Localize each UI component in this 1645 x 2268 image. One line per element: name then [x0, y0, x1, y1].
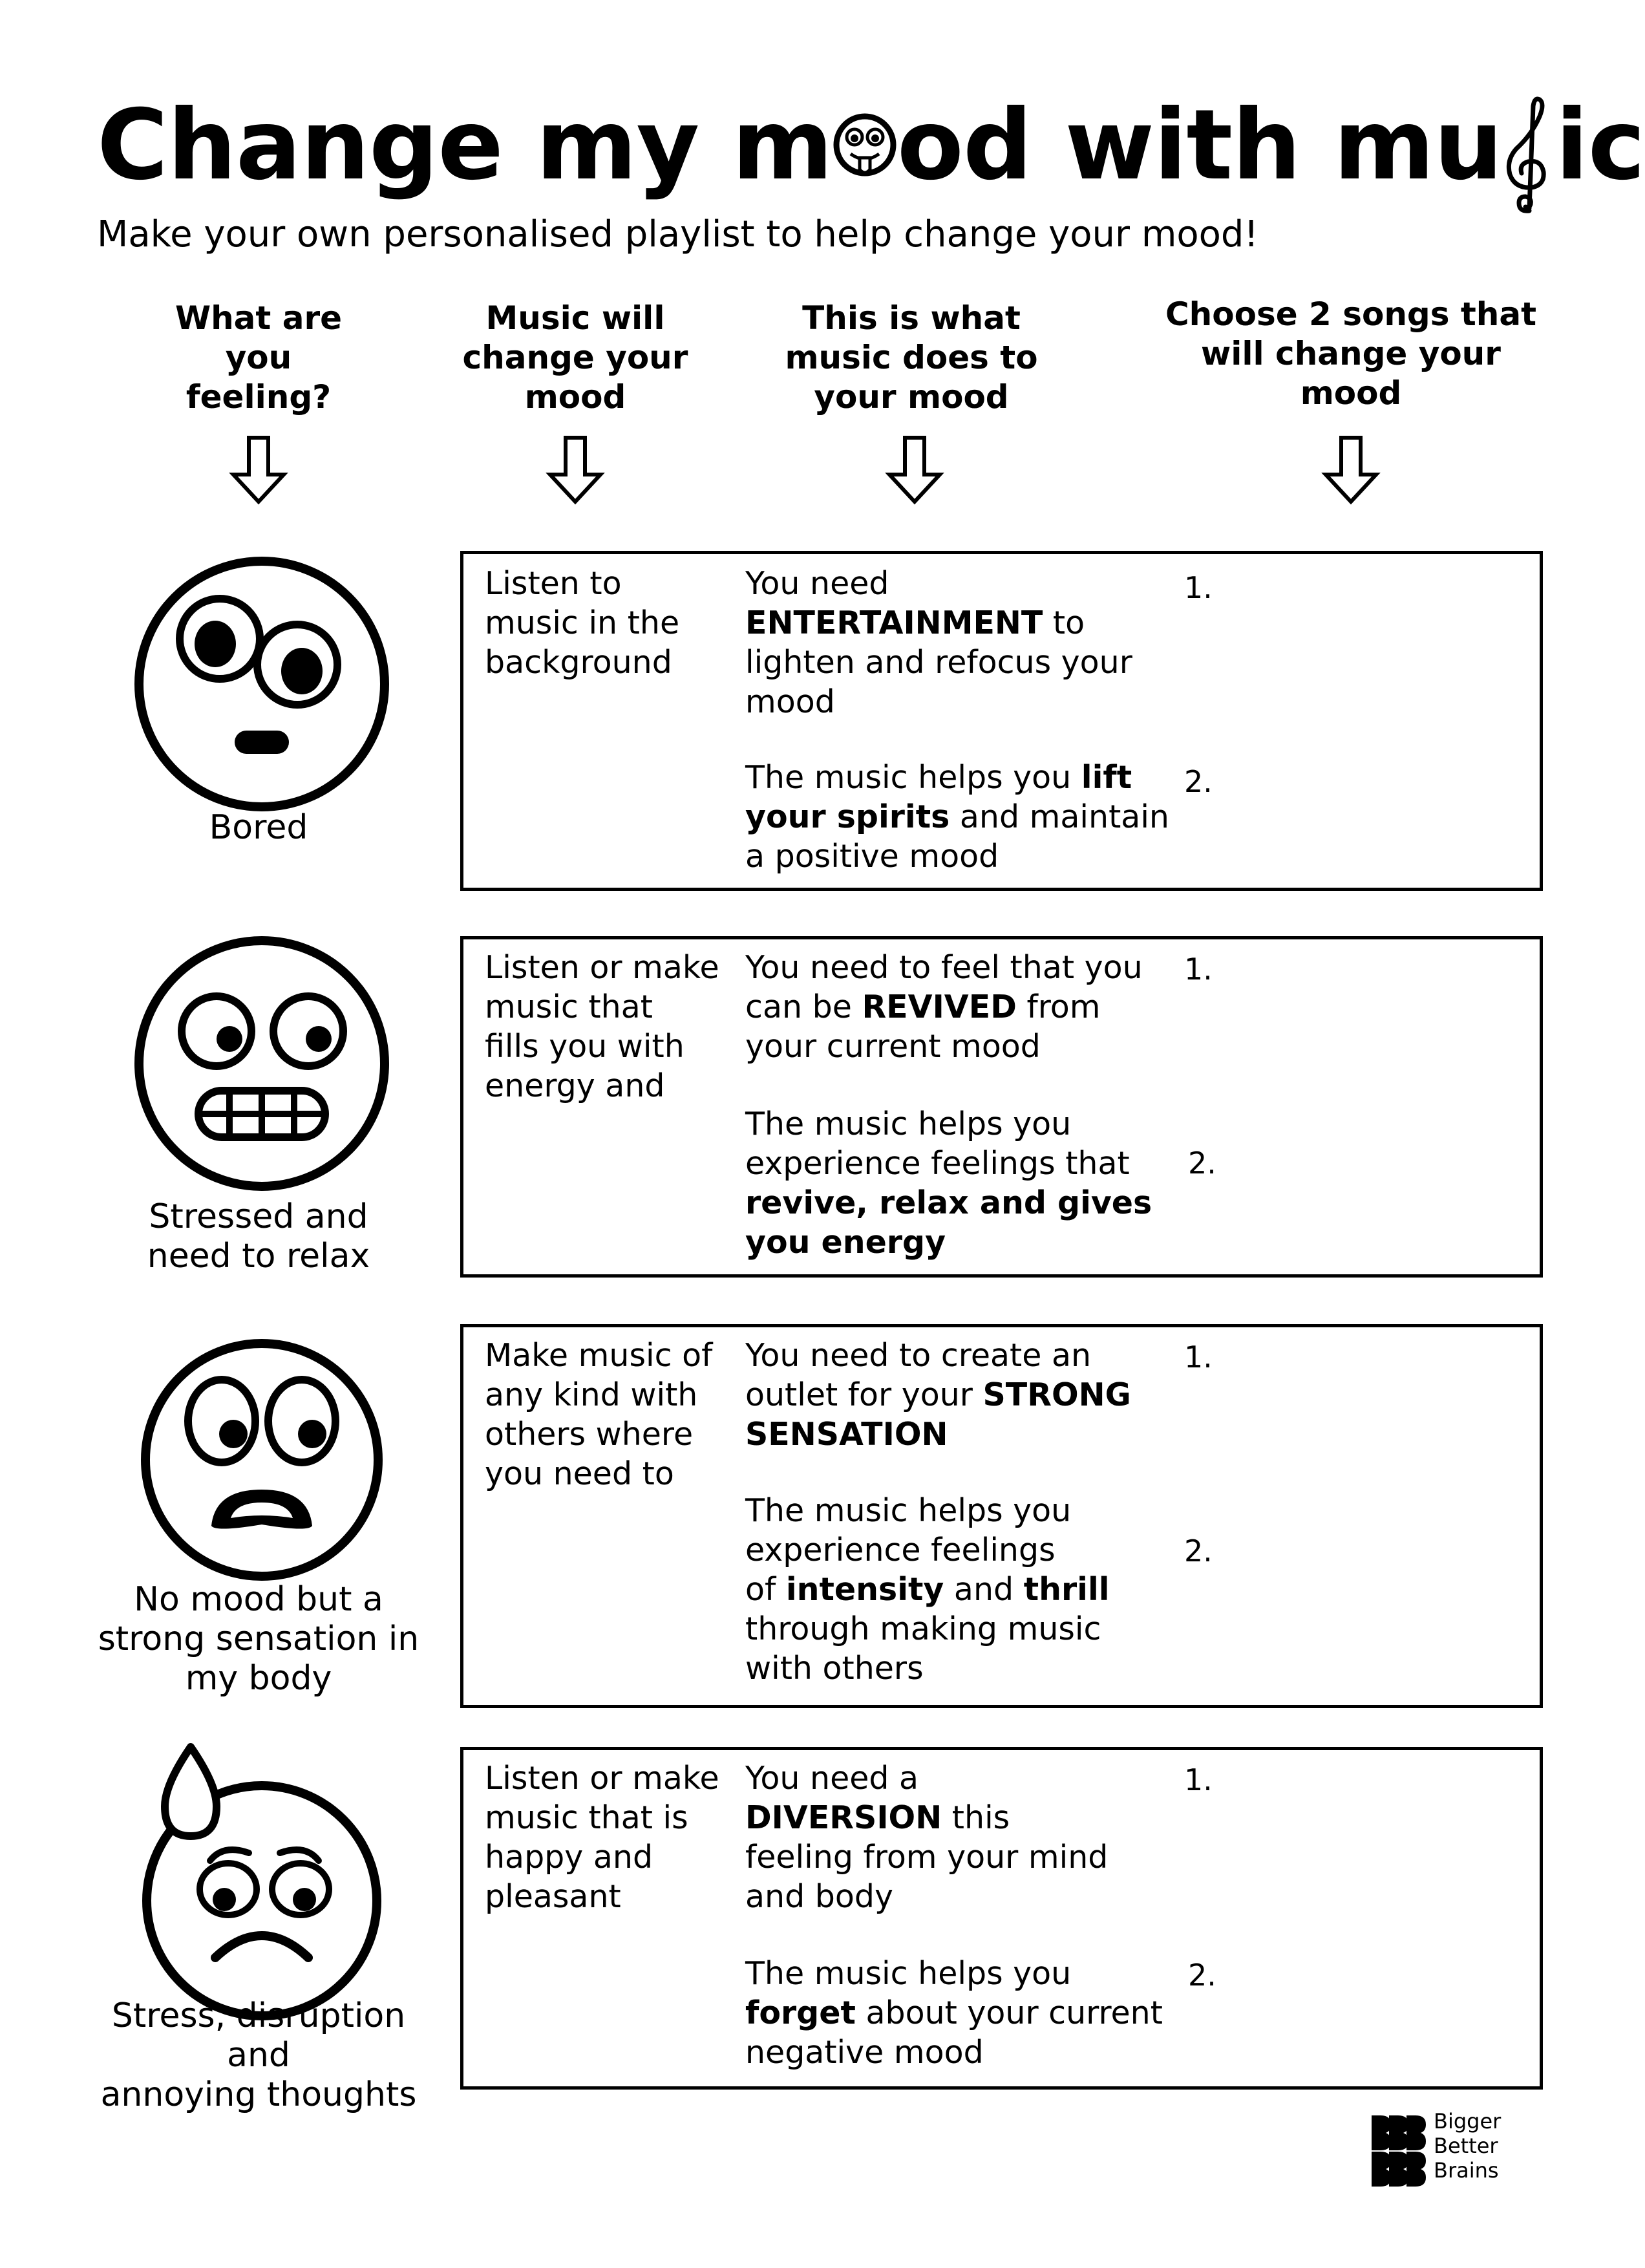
song-slot-2[interactable]: 2. — [1188, 1958, 1216, 1993]
text-run: through making music — [745, 1610, 1101, 1647]
text-line — [745, 682, 1132, 722]
text-run: The music helps you — [745, 1106, 1072, 1142]
down-arrow-icon — [229, 434, 288, 506]
text-line: you need to — [485, 1455, 674, 1492]
label-line: strong sensation in — [98, 1620, 419, 1658]
bold-text: revive, relax and gives — [745, 1184, 1152, 1221]
text-run: The music helps you — [745, 1955, 1072, 1992]
text-run: and — [944, 1571, 1024, 1608]
text-run: and maintain — [950, 798, 1169, 835]
down-arrow-icon — [886, 434, 944, 506]
song-slot-1[interactable]: 1. — [1184, 570, 1213, 605]
text-run: mood — [745, 683, 835, 720]
text-run: about your current — [855, 1995, 1163, 2031]
music-effect-helps — [745, 758, 1169, 876]
text-line: music that is — [485, 1799, 688, 1836]
text-run: The music helps you — [745, 759, 1081, 796]
music-effect-helps — [745, 1954, 1163, 2072]
text-line: happy and — [485, 1839, 653, 1876]
text-run: and body — [745, 1878, 893, 1915]
text-line: others where — [485, 1416, 694, 1453]
header-line: feeling? — [186, 378, 332, 416]
header-line: What are — [175, 299, 343, 337]
header-line: you — [225, 339, 292, 376]
bold-text: SENSATION — [745, 1416, 948, 1453]
bigger-better-brains-logo-icon — [1372, 2115, 1426, 2187]
bold-text: lift — [1081, 759, 1132, 796]
text-run: experience feelings that — [745, 1145, 1130, 1182]
text-run: from — [1016, 989, 1101, 1025]
text-line — [745, 1027, 1143, 1066]
music-effect-helps — [745, 1104, 1152, 1262]
text-line: Listen to — [485, 565, 622, 602]
column-header-music — [414, 299, 737, 417]
music-advice — [485, 1759, 719, 1916]
text-run: You need to create an — [745, 1337, 1092, 1374]
text-line: Listen or make — [485, 949, 719, 986]
feeling-label-stressed — [90, 1197, 427, 1276]
song-slot-2[interactable]: 2. — [1184, 1534, 1213, 1568]
text-line — [745, 987, 1143, 1027]
down-arrow-icon — [546, 434, 604, 506]
text-line — [745, 1491, 1110, 1530]
header-line: mood — [1300, 374, 1402, 412]
text-line — [745, 1223, 1152, 1262]
text-run: feeling from your mind — [745, 1839, 1109, 1876]
music-effect-need — [745, 1759, 1108, 1916]
music-advice — [485, 564, 679, 682]
header-line: will change your — [1201, 335, 1501, 372]
bold-text: ENTERTAINMENT — [745, 604, 1043, 641]
text-run: experience feelings — [745, 1532, 1056, 1568]
text-line: background — [485, 644, 672, 681]
text-line — [745, 1993, 1163, 2033]
bold-text: you energy — [745, 1224, 946, 1261]
song-slot-1[interactable]: 1. — [1184, 1762, 1213, 1797]
text-line — [745, 1144, 1152, 1183]
header-line: This is what — [802, 299, 1021, 337]
header-line: Choose 2 songs that — [1165, 295, 1537, 333]
text-line — [745, 1798, 1108, 1837]
text-line — [745, 1530, 1110, 1570]
header-line: mood — [524, 378, 626, 416]
text-line — [745, 1336, 1131, 1375]
music-effect-need — [745, 948, 1143, 1066]
column-header-effect — [750, 299, 1073, 417]
text-line: music in the — [485, 604, 680, 641]
sad-sweat-face-icon — [139, 1739, 385, 2024]
label-line: my body — [185, 1659, 332, 1698]
text-run: negative mood — [745, 2034, 984, 2071]
text-line — [745, 1415, 1131, 1454]
label-line: Bored — [209, 808, 308, 847]
text-run: a positive mood — [745, 838, 999, 875]
feeling-label-strong-sensation — [90, 1580, 427, 1698]
header-line: your mood — [814, 378, 1009, 416]
text-run: outlet for your — [745, 1376, 983, 1413]
bold-text: your spirits — [745, 798, 950, 835]
text-line — [745, 797, 1169, 837]
music-effect-helps — [745, 1491, 1110, 1688]
text-line: fills you with — [485, 1028, 685, 1065]
title-part-1: Change my m — [97, 89, 833, 202]
text-run: with others — [745, 1650, 924, 1687]
song-slot-2[interactable]: 2. — [1184, 764, 1213, 799]
logo-line: Better — [1434, 2134, 1498, 2158]
text-line — [745, 2033, 1163, 2072]
text-run: The music helps you — [745, 1492, 1072, 1529]
text-line — [745, 1183, 1152, 1223]
label-line: Stressed and — [149, 1197, 368, 1236]
bold-text: STRONG — [982, 1376, 1131, 1413]
text-run: your current mood — [745, 1028, 1041, 1065]
text-line — [745, 1375, 1131, 1415]
bold-text: DIVERSION — [745, 1799, 942, 1836]
text-line: any kind with — [485, 1376, 698, 1413]
music-effect-need — [745, 1336, 1131, 1454]
music-effect-need — [745, 564, 1132, 722]
text-line — [745, 1877, 1108, 1916]
text-line — [745, 1954, 1163, 1993]
text-line — [745, 837, 1169, 876]
text-line: energy and — [485, 1067, 665, 1104]
text-line: Make music of — [485, 1337, 713, 1374]
bold-text: intensity — [785, 1571, 944, 1608]
logo-wordmark — [1434, 2109, 1501, 2183]
title-part-3: ic — [1555, 89, 1645, 202]
text-run: of — [745, 1571, 786, 1608]
text-line — [745, 948, 1143, 987]
text-line — [745, 643, 1132, 682]
subtitle: Make your own personalised playlist to help change your mood! — [97, 213, 1258, 255]
text-line — [745, 1570, 1110, 1609]
label-line: Stress, disruption — [111, 1996, 406, 2035]
shocked-face-icon — [139, 1337, 385, 1583]
feeling-label-bored — [90, 808, 427, 848]
title-part-2: od with mu — [897, 89, 1503, 202]
text-line — [745, 758, 1169, 797]
song-slot-2[interactable]: 2. — [1188, 1146, 1216, 1181]
column-header-feeling — [97, 299, 420, 417]
text-run: lighten and refocus your — [745, 644, 1132, 681]
music-advice — [485, 1336, 712, 1493]
header-line: music does to — [785, 339, 1038, 376]
song-slot-1[interactable]: 1. — [1184, 952, 1213, 987]
header-line: Music will — [485, 299, 665, 337]
face-emoji-icon — [833, 97, 897, 194]
music-advice — [485, 948, 719, 1106]
bold-text: forget — [745, 1995, 856, 2031]
text-run: You need a — [745, 1760, 919, 1797]
text-line — [745, 1759, 1108, 1798]
text-run: this — [942, 1799, 1010, 1836]
bold-text: thrill — [1023, 1571, 1110, 1608]
label-line: No mood but a — [134, 1580, 383, 1619]
text-line: Listen or make — [485, 1760, 719, 1797]
logo-line: Brains — [1434, 2158, 1499, 2183]
text-line — [745, 1609, 1110, 1649]
text-run: to — [1043, 604, 1085, 641]
label-line: annoying thoughts — [100, 2075, 417, 2114]
label-line: need to relax — [147, 1237, 370, 1276]
text-line — [745, 1104, 1152, 1144]
text-line — [745, 564, 1132, 603]
bored-face-icon — [133, 555, 391, 813]
down-arrow-icon — [1322, 434, 1380, 506]
stressed-grimace-face-icon — [133, 934, 391, 1193]
text-line: music that — [485, 989, 653, 1025]
column-header-songs — [1125, 295, 1577, 413]
text-run: can be — [745, 989, 862, 1025]
text-line — [745, 1649, 1110, 1688]
label-line: and — [227, 2036, 290, 2075]
treble-clef-icon — [1502, 97, 1555, 194]
text-line: pleasant — [485, 1878, 621, 1915]
text-line — [745, 603, 1132, 643]
logo-line: Bigger — [1434, 2109, 1502, 2134]
bold-text: REVIVED — [862, 989, 1017, 1025]
header-line: change your — [462, 339, 688, 376]
text-run: You need — [745, 565, 889, 602]
text-run: You need to feel that you — [745, 949, 1143, 986]
page-title — [97, 89, 1645, 202]
song-slot-1[interactable]: 1. — [1184, 1340, 1213, 1375]
text-line — [745, 1837, 1108, 1877]
feeling-label-stress-disruption — [90, 1996, 427, 2115]
